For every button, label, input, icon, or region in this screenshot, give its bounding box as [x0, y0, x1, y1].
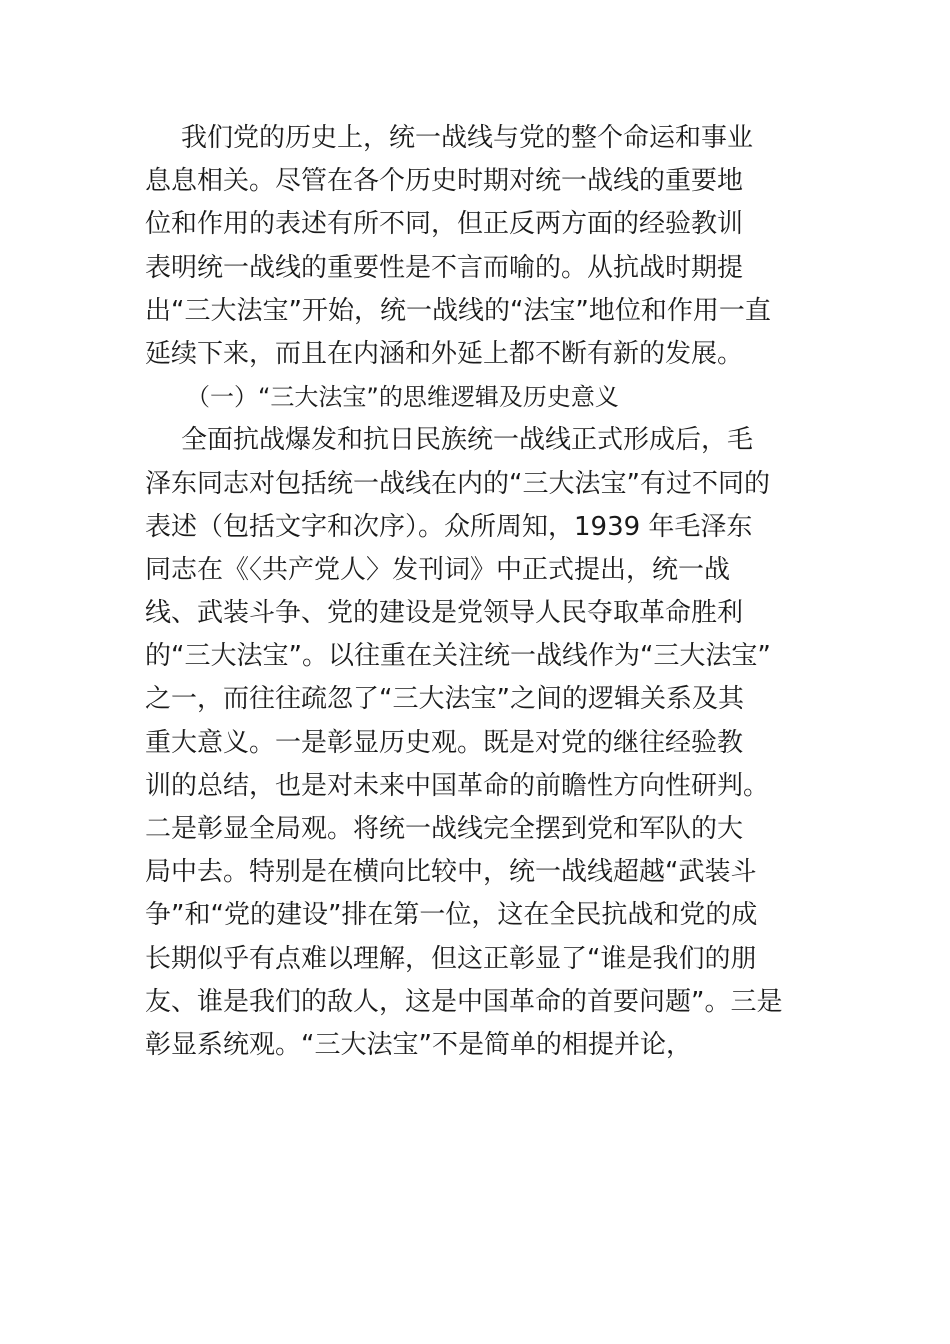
paragraph-line: 二是彰显全局观。将统一战线完全摆到党和军队的大	[145, 814, 744, 844]
paragraph-line: 位和作用的表述有所不同，但正反两方面的经验教训	[145, 209, 744, 240]
paragraph-line: 延续下来，而且在内涵和外延上都不断有新的发展。	[145, 338, 744, 369]
paragraph-line: 表明统一战线的重要性是不言而喻的。从抗战时期提	[145, 252, 744, 283]
paragraph-line: 全面抗战爆发和抗日民族统一战线正式形成后，毛	[181, 425, 754, 456]
paragraph-line: 之一，而往往疏忽了“三大法宝”之间的逻辑关系及其	[145, 684, 744, 715]
paragraph-three-treasures	[145, 419, 817, 1067]
section-heading: （一）“三大法宝”的思维逻辑及历史意义	[186, 383, 619, 412]
paragraph-line: 友、谁是我们的敌人，这是中国革命的首要问题”。三是	[145, 986, 783, 1017]
paragraph-line: 出“三大法宝”开始，统一战线的“法宝”地位和作用一直	[145, 295, 771, 326]
paragraph-line: 长期似乎有点难以理解，但这正彰显了“谁是我们的朋	[145, 943, 757, 974]
paragraph-line: 同志在《〈共产党人〉发刊词》中正式提出，统一战	[145, 554, 731, 585]
paragraph-line: 的“三大法宝”。以往重在关注统一战线作为“三大法宝”	[145, 641, 771, 672]
paragraph-line: 我们党的历史上，统一战线与党的整个命运和事业	[181, 123, 754, 153]
paragraph-line: 彰显系统观。“三大法宝”不是简单的相提并论，	[145, 1029, 692, 1060]
paragraph-line: 线、武装斗争、党的建设是党领导人民夺取革命胜利	[145, 598, 744, 629]
paragraph-line: 局中去。特别是在横向比较中，统一战线超越“武装斗	[145, 857, 757, 888]
paragraph-line: 表述（包括文字和次序）。众所周知，1939 年毛泽东	[145, 511, 753, 542]
paragraph-line: 争”和“党的建设”排在第一位，这在全民抗战和党的成	[145, 900, 758, 931]
document-body	[145, 117, 817, 1067]
paragraph-line: 泽东同志对包括统一战线在内的“三大法宝”有过不同的	[145, 468, 770, 499]
paragraph-intro	[145, 117, 817, 376]
paragraph-line: 息息相关。尽管在各个历史时期对统一战线的重要地	[145, 166, 744, 197]
paragraph-line: 训的总结，也是对未来中国革命的前瞻性方向性研判。	[145, 770, 770, 801]
paragraph-line: 重大意义。一是彰显历史观。既是对党的继往经验教	[145, 727, 744, 758]
